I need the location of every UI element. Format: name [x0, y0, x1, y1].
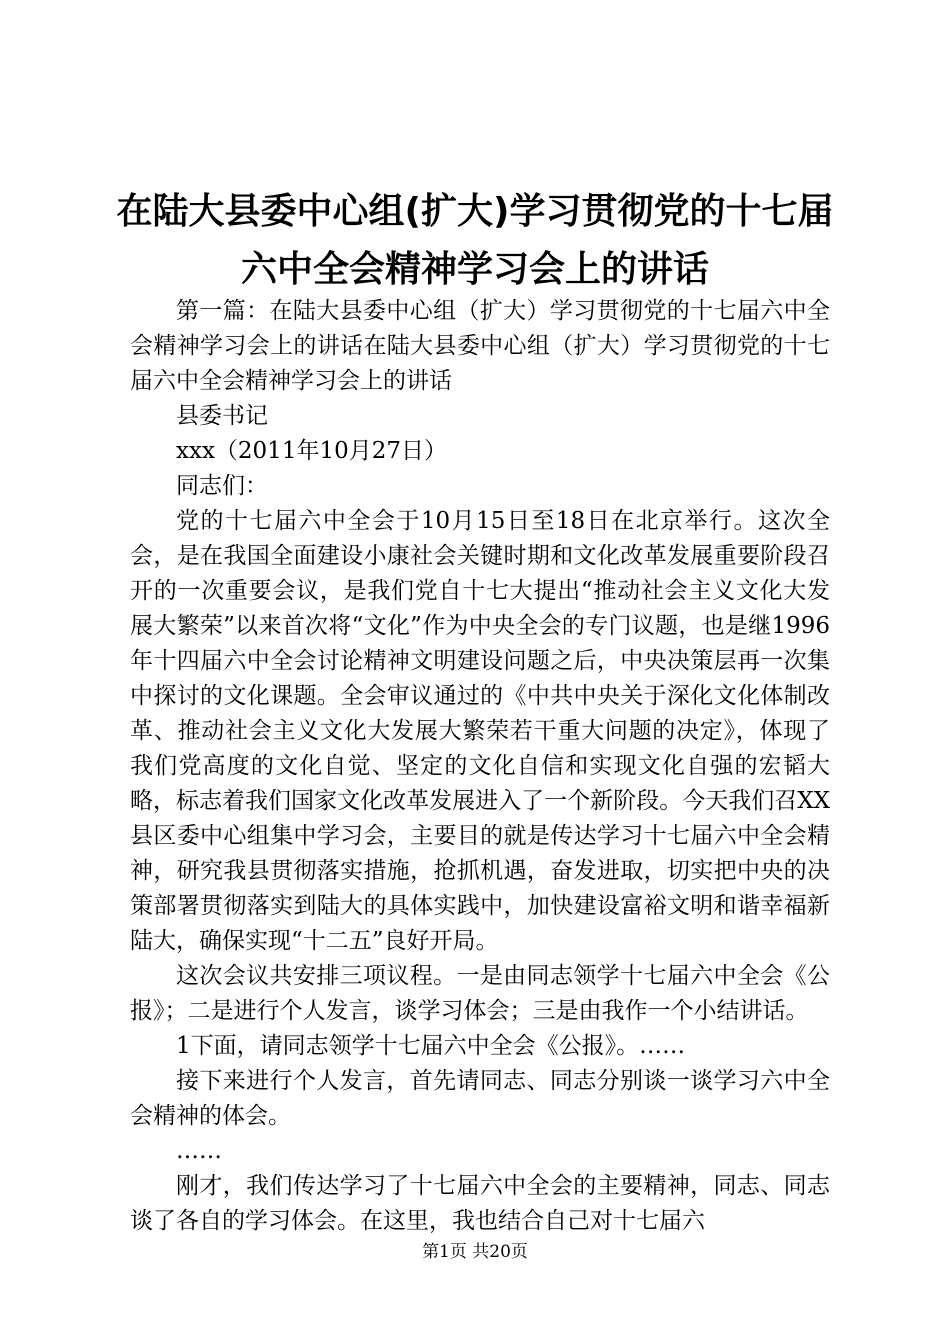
paragraph-intro: 第一篇：在陆大县委中心组（扩大）学习贯彻党的十七届六中全会精神学习会上的讲话在陆大县委中心组（扩大）学习贯彻党的十七届六中全会精神学习会上的讲话 [130, 298, 830, 394]
paragraph-speeches: 接下来进行个人发言，首先请同志、同志分别谈一谈学习六中全会精神的体会。 [130, 1068, 830, 1129]
document-title-line-2: 六中全会精神学习会上的讲话 [240, 249, 709, 290]
paragraph-agenda: 这次会议共安排三项议程。一是由同志领学十七届六中全会《公报》；二是进行个人发言，谈学习体会；三是由我作一个小结讲话。 [130, 963, 830, 1024]
document-title-line-1: 在陆大县委中心组(扩大)学习贯彻党的十七届 [116, 191, 834, 232]
paragraph-speaker-date: xxx（2011年10月27日） [176, 438, 447, 464]
paragraph-salutation: 同志们： [176, 473, 268, 499]
paragraph-plenum-overview: 党的十七届六中全会于10月15日至18日在北京举行。这次全会，是在我国全面建设小康社会关键时期和文化改革发展重要阶段召开的一次重要会议，是我们党自十七大提出“推动社会主义文化大发展大繁荣”以来首次将“文化”作为中央全会的专门议题，也是继1996年十四届六中全会讨论精神文明建设问题之后，中央决策层再一次集中探讨的文化课题。全会审议通过的《中共中央关于深化文化体制改革、推动社会主义文化大发展大繁荣若干重大问题的决定》，体现了我们党高度的文化自觉、坚定的文化自信和实现文化自强的宏韬大略，标志着我们国家文化改革发展进入了一个新阶段。今天我们召XX县区委中心组集中学习会，主要目的就是传达学习十七届六中全会精神，研究我县贯彻落实措施，抢抓机遇，奋发进取，切实把中央的决策部署贯彻落实到陆大的具体实践中，加快建设富裕文明和谐幸福新陆大，确保实现“十二五”良好开局。 [130, 508, 830, 954]
paragraph-communique: 1下面，请同志领学十七届六中全会《公报》。…… [176, 1033, 686, 1059]
paragraph-speaker-role: 县委书记 [176, 403, 268, 429]
paragraph-ellipsis: …… [176, 1138, 222, 1164]
document-body [130, 294, 830, 1239]
page-footer: 第1页 共20页 [422, 1242, 528, 1262]
paragraph-summary: 刚才，我们传达学习了十七届六中全会的主要精神，同志、同志谈了各自的学习体会。在这里，我也结合自己对十七届六 [130, 1173, 830, 1234]
